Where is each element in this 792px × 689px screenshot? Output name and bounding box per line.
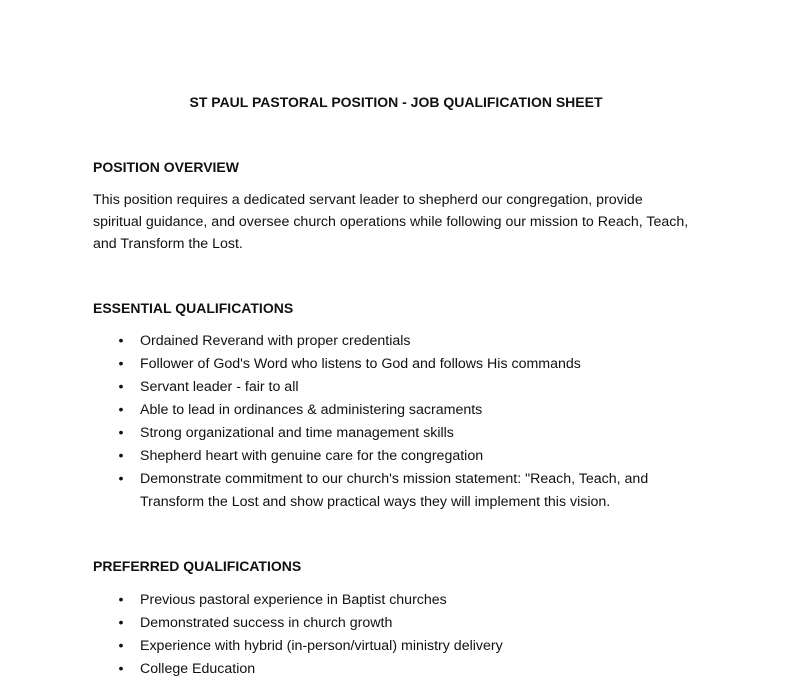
list-item-text: Shepherd heart with genuine care for the congregation [140, 448, 484, 464]
list-item-text: Strong organizational and time management skills [140, 425, 454, 441]
list-item-text: Experience with hybrid (in-person/virtual) ministry delivery [140, 638, 503, 654]
list-item-text: Demonstrated success in church growth [140, 615, 393, 631]
list-item-text: Servant leader - fair to all [140, 379, 299, 395]
bullet-icon: • [118, 379, 124, 395]
bullet-icon: • [118, 425, 124, 441]
list-item-text: Previous pastoral experience in Baptist churches [140, 592, 447, 608]
list-item [93, 445, 703, 468]
bullet-icon: • [118, 356, 124, 372]
bullet-icon: • [118, 661, 124, 677]
list-item-text: Demonstrate commitment to our church's mission statement: "Reach, Teach, and Transform the Lost and show practical ways they will implement this vision. [140, 471, 649, 510]
list-item [93, 399, 703, 422]
list-item [93, 658, 703, 681]
bullet-icon: • [118, 592, 124, 608]
list-item-text: College Education [140, 661, 256, 677]
essential-qualifications-list [93, 330, 703, 514]
bullet-icon: • [118, 615, 124, 631]
list-item-text: Able to lead in ordinances & administering sacraments [140, 402, 483, 418]
list-item-text: Follower of God's Word who listens to God and follows His commands [140, 356, 581, 372]
list-item [93, 376, 703, 399]
list-item [93, 330, 703, 353]
bullet-icon: • [118, 448, 124, 464]
section-heading-overview: POSITION OVERVIEW [93, 159, 239, 175]
bullet-icon: • [118, 333, 124, 349]
overview-paragraph: This position requires a dedicated servant leader to shepherd our congregation, provide spiritual guidance, and oversee church operations while following our mission to Reach, Teach, and Transform the Lost. [93, 192, 689, 253]
bullet-icon: • [118, 638, 124, 654]
list-item [93, 422, 703, 445]
list-item [93, 353, 703, 376]
list-item-text: Ordained Reverand with proper credentials [140, 333, 411, 349]
preferred-qualifications-list [93, 589, 703, 681]
section-heading-essential: ESSENTIAL QUALIFICATIONS [93, 300, 294, 316]
document-title: ST PAUL PASTORAL POSITION - JOB QUALIFICATION SHEET [189, 94, 603, 110]
section-heading-preferred: PREFERRED QUALIFICATIONS [93, 558, 302, 574]
list-item [93, 635, 703, 658]
bullet-icon: • [118, 471, 124, 487]
bullet-icon: • [118, 402, 124, 418]
list-item [93, 589, 703, 612]
list-item [93, 612, 703, 635]
list-item [93, 468, 703, 514]
